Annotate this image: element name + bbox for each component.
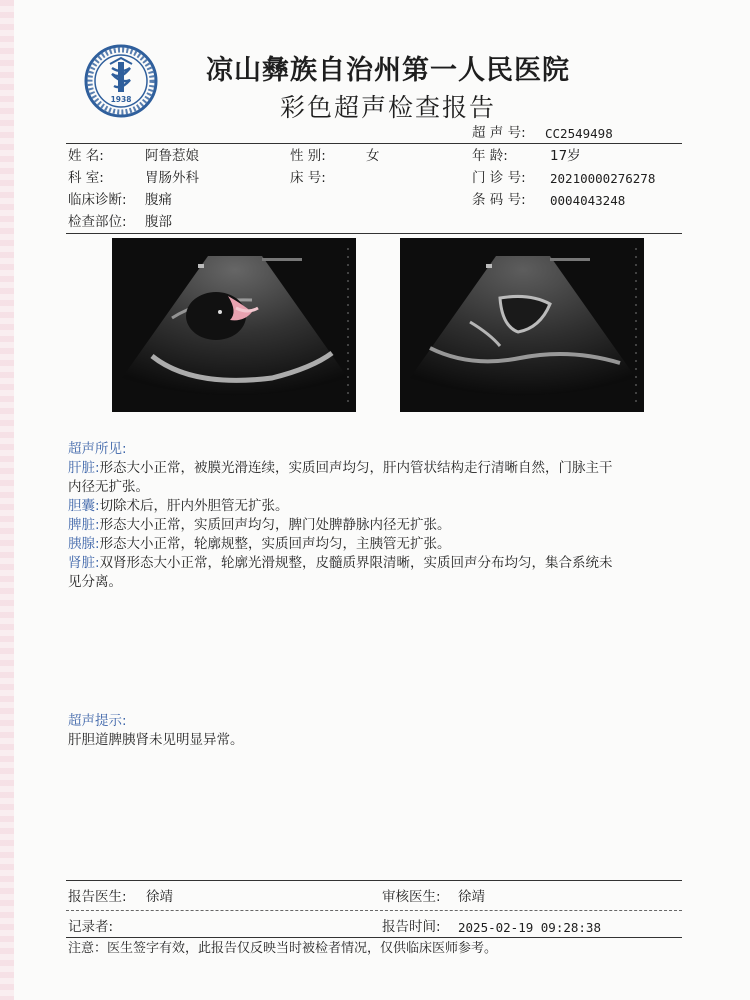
patient-name: 阿鲁惹娘 <box>145 148 199 164</box>
hospital-logo <box>84 44 158 118</box>
page-edge <box>0 0 14 1000</box>
finding-pancreas <box>68 535 690 554</box>
note-rule <box>66 937 682 938</box>
us-number-label: 超 声 号: <box>472 125 526 141</box>
finding-spleen <box>68 516 690 535</box>
svg-text:1938: 1938 <box>110 95 132 104</box>
dept-label: 科 室: <box>68 170 104 186</box>
finding-gallbladder <box>68 497 690 516</box>
age-label: 年 龄: <box>472 148 508 164</box>
patient-dept: 胃肠外科 <box>145 170 199 186</box>
finding-text: 切除术后，肝内外胆管无扩张。 <box>99 498 289 514</box>
site-label: 检查部位: <box>68 214 127 230</box>
info-rule <box>66 233 682 234</box>
finding-text: 形态大小正常，被膜光滑连续，实质回声均匀，肝内管状结构走行清晰自然，门脉主干 <box>99 460 613 476</box>
conclusion-text: 肝胆道脾胰肾未见明显异常。 <box>68 732 244 748</box>
finding-text: 形态大小正常，实质回声均匀，脾门处脾静脉内径无扩张。 <box>99 517 451 533</box>
patient-sex: 女 <box>366 148 380 164</box>
clinic-number: 20210000276278 <box>550 171 656 186</box>
report-time: 2025-02-19 09:28:38 <box>458 920 601 935</box>
ultrasound-image-left <box>112 238 356 412</box>
bed-label: 床 号: <box>290 170 326 186</box>
ultrasound-image-right <box>400 238 644 412</box>
finding-text: 形态大小正常，轮廓规整，实质回声均匀，主胰管无扩张。 <box>99 536 451 552</box>
organ-label: 脾脏: <box>68 517 100 533</box>
finding-text-cont: 见分离。 <box>68 574 122 590</box>
conclusion-label: 超声提示: <box>68 713 127 729</box>
finding-text: 双肾形态大小正常，轮廓光滑规整，皮髓质界限清晰，实质回声分布均匀，集合系统未 <box>99 555 613 571</box>
report-title: 彩色超声检查报告 <box>279 93 496 122</box>
reviewer-label: 审核医生: <box>382 889 441 905</box>
barcode-label: 条 码 号: <box>472 192 526 208</box>
organ-label: 胰腺: <box>68 536 100 552</box>
organ-label: 胆囊: <box>68 498 100 514</box>
footer-divider <box>66 910 682 911</box>
recorder-label: 记录者: <box>68 919 114 935</box>
sex-label: 性 别: <box>290 148 326 164</box>
organ-label: 肾脏: <box>68 555 100 571</box>
findings-label: 超声所见: <box>68 441 127 457</box>
footer-rule <box>66 880 682 881</box>
diag-label: 临床诊断: <box>68 192 127 208</box>
clinic-label: 门 诊 号: <box>472 170 526 186</box>
exam-site: 腹部 <box>145 214 172 230</box>
barcode-number: 0004043248 <box>550 193 626 208</box>
organ-label: 肝脏: <box>68 460 100 476</box>
finding-text-cont: 内径无扩张。 <box>68 479 149 495</box>
reporter-name: 徐靖 <box>146 889 173 905</box>
report-time-label: 报告时间: <box>382 919 441 935</box>
clinical-diagnosis: 腹痛 <box>145 192 172 208</box>
disclaimer-note: 注意：医生签字有效，此报告仅反映当时被检者情况，仅供临床医师参考。 <box>68 941 498 956</box>
finding-kidney <box>68 554 690 592</box>
reviewer-name: 徐靖 <box>458 889 485 905</box>
name-label: 姓 名: <box>68 148 104 164</box>
finding-liver <box>68 459 690 497</box>
header-rule <box>66 143 682 144</box>
us-number: CC2549498 <box>545 126 613 141</box>
reporter-label: 报告医生: <box>68 889 127 905</box>
patient-age: 17岁 <box>550 148 581 164</box>
hospital-name: 凉山彝族自治州第一人民医院 <box>206 55 570 86</box>
